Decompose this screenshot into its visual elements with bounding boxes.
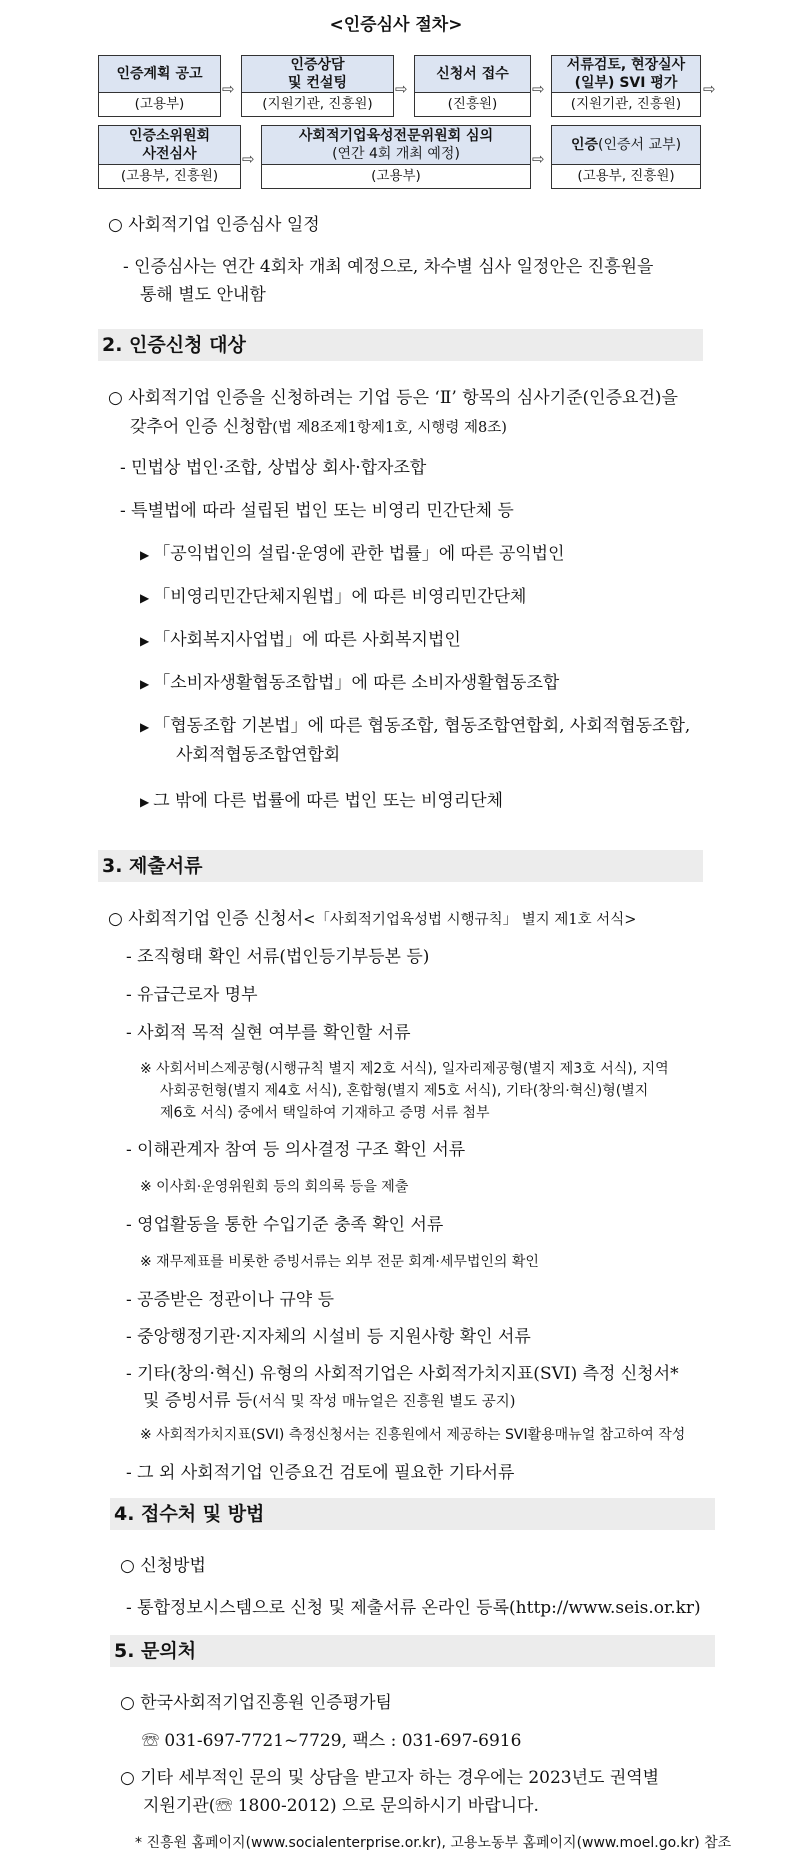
- step-head-note: (연간 4회 개최 예정): [332, 146, 460, 162]
- sec5-bullet-2-cont: 지원기관(☏ 1800-2012) 으로 문의하시기 바랍니다.: [143, 1796, 539, 1816]
- sec3-dash-2: - 유급근로자 명부: [126, 985, 258, 1005]
- sec2-item-5-cont: 사회적협동조합연합회: [176, 745, 341, 765]
- sec3-dash-8: - 기타(창의·혁신) 유형의 사회적기업은 사회적가치지표(SVI) 측정 신청서*: [126, 1364, 679, 1384]
- sec2-dash-1: - 민법상 법인·조합, 상법상 회사·합자조합: [120, 458, 427, 478]
- process-step-subcommittee: [98, 125, 241, 189]
- sec2-item-text: 「사회복지사업법」에 따른 사회복지법인: [153, 630, 461, 650]
- sec2-item-text: 「소비자생활협동조합법」에 따른 소비자생활협동조합: [153, 673, 560, 693]
- step-sub: (고용부): [371, 168, 421, 184]
- sec2-intro-law: (법 제8조제1항제1호, 시행령 제8조): [272, 420, 507, 436]
- arrow-icon: ⇨: [395, 80, 408, 98]
- arrow-icon: ⇨: [703, 80, 716, 98]
- step-head: 사회적기업육성전문위원회 심의: [298, 128, 494, 144]
- triangle-icon: ▶: [140, 720, 150, 734]
- sec2-item-1: [140, 541, 565, 568]
- sec2-item-text: 「비영리민간단체지원법」에 따른 비영리민간단체: [153, 587, 527, 607]
- sec2-item-4: [140, 670, 559, 697]
- arrow-icon: ⇨: [222, 80, 235, 98]
- triangle-icon: ▶: [140, 548, 150, 562]
- sec2-item-2: [140, 584, 526, 611]
- sec3-intro-text: ○ 사회적기업 인증 신청서: [108, 909, 304, 929]
- sec5-bullet-2: ○ 기타 세부적인 문의 및 상담을 받고자 하는 경우에는 2023년도 권역별: [120, 1768, 660, 1788]
- sec3-dash-7: - 중앙행정기관·지자체의 시설비 등 지원사항 확인 서류: [126, 1327, 531, 1347]
- step-head: 서류검토, 현장실사 (일부) SVI 평가: [552, 56, 700, 93]
- sec3-dash-8-note: (서식 및 작성 매뉴얼은 진흥원 별도 공지): [252, 1394, 516, 1410]
- sec3-intro: [108, 906, 636, 933]
- sec3-dash-5: - 영업활동을 통한 수입기준 충족 확인 서류: [126, 1215, 444, 1235]
- process-step-review: [551, 55, 701, 117]
- step-sub: (지원기관, 진흥원): [570, 96, 682, 112]
- step-head: 인증계획 공고: [99, 56, 220, 93]
- step-sub: (고용부, 진흥원): [577, 168, 675, 184]
- arrow-icon: ⇨: [242, 150, 255, 168]
- section-2-heading: 2. 인증신청 대상: [98, 329, 703, 361]
- sec5-phone: ☏ 031-697-7721~7729, 팩스 : 031-697-6916: [142, 1731, 522, 1751]
- step-head: 인증소위원회 사전심사: [99, 126, 240, 165]
- sec2-intro-cont: [130, 414, 507, 441]
- step-sub: (진흥원): [447, 96, 498, 112]
- triangle-icon: ▶: [140, 677, 150, 691]
- sec2-item-text: 그 밖에 다른 법률에 따른 법인 또는 비영리단체: [153, 791, 504, 811]
- process-step-certification: [551, 125, 701, 189]
- sec3-note-3-line2: 사회공헌형(별지 제4호 서식), 혼합형(별지 제5호 서식), 기타(창의·혁신)형(별지: [160, 1083, 649, 1099]
- sec2-intro-text: 갖추어 인증 신청함: [130, 417, 273, 437]
- process-title: <인증심사 절차>: [329, 15, 463, 35]
- section-5-heading: 5. 문의처: [110, 1635, 715, 1667]
- sec2-dash-2: - 특별법에 따라 설립된 법인 또는 비영리 민간단체 등: [120, 501, 514, 521]
- schedule-bullet: ○ 사회적기업 인증심사 일정: [108, 215, 320, 235]
- section-3-heading: 3. 제출서류: [98, 850, 703, 882]
- sec3-note-8: ※ 사회적가치지표(SVI) 측정신청서는 진흥원에서 제공하는 SVI활용매뉴얼 참고하여 작성: [140, 1427, 686, 1443]
- process-step-application: [414, 55, 531, 117]
- step-head-note: (인증서 교부): [598, 137, 682, 153]
- step-sub: (고용부): [134, 96, 185, 112]
- sec2-item-text: 「협동조합 기본법」에 따른 협동조합, 협동조합연합회, 사회적협동조합,: [153, 716, 691, 736]
- schedule-line: - 인증심사는 연간 4회차 개최 예정으로, 차수별 심사 일정안은 진흥원을: [123, 257, 654, 277]
- sec2-intro: ○ 사회적기업 인증을 신청하려는 기업 등은 ‘Ⅱ’ 항목의 심사기준(인증요건)을: [108, 388, 678, 408]
- process-step-announce: [98, 55, 221, 117]
- sec3-note-5: ※ 재무제표를 비롯한 증빙서류는 외부 전문 회계·세무법인의 확인: [140, 1254, 539, 1270]
- schedule-line-cont: 통해 별도 안내함: [140, 285, 266, 305]
- process-step-committee: [261, 125, 531, 189]
- sec3-dash-8-cont: [143, 1388, 515, 1415]
- sec3-note-3-line1: ※ 사회서비스제공형(시행규칙 별지 제2호 서식), 일자리제공형(별지 제3호 서식), 지역: [140, 1061, 669, 1077]
- sec3-note-4: ※ 이사회·운영위원회 등의 회의록 등을 제출: [140, 1179, 409, 1195]
- sec2-item-3: [140, 627, 461, 654]
- triangle-icon: ▶: [140, 591, 150, 605]
- step-head: 신청서 접수: [415, 56, 530, 93]
- sec2-item-5: [140, 713, 690, 740]
- triangle-icon: ▶: [140, 634, 150, 648]
- sec2-item-text: 「공익법인의 설립·운영에 관한 법률」에 따른 공익법인: [153, 544, 565, 564]
- step-head: 인증: [570, 137, 599, 153]
- step-head: 인증상담 및 컨설팅: [242, 56, 393, 93]
- process-step-consulting: [241, 55, 394, 117]
- sec4-bullet: ○ 신청방법: [120, 1556, 206, 1576]
- section-4-heading: 4. 접수처 및 방법: [110, 1498, 715, 1530]
- sec3-intro-form: <「사회적기업육성법 시행규칙」 별지 제1호 서식>: [303, 912, 637, 928]
- step-sub: (지원기관, 진흥원): [262, 96, 373, 112]
- sec3-note-3-line3: 제6호 서식) 중에서 택일하여 기재하고 증명 서류 첨부: [160, 1105, 490, 1121]
- sec3-dash-9: - 그 외 사회적기업 인증요건 검토에 필요한 기타서류: [126, 1463, 515, 1483]
- sec3-dash-6: - 공증받은 정관이나 규약 등: [126, 1290, 335, 1310]
- sec2-item-6: [140, 788, 503, 815]
- sec4-dash-1: - 통합정보시스템으로 신청 및 제출서류 온라인 등록(http://www.seis.or.kr): [126, 1598, 701, 1618]
- sec5-footnote: * 진흥원 홈페이지(www.socialenterprise.or.kr), 고용노동부 홈페이지(www.moel.go.kr) 참조: [135, 1835, 732, 1851]
- sec3-dash-4: - 이해관계자 참여 등 의사결정 구조 확인 서류: [126, 1140, 466, 1160]
- sec3-dash-8-text: 및 증빙서류 등: [143, 1391, 253, 1411]
- step-sub: (고용부, 진흥원): [120, 168, 219, 184]
- arrow-icon: ⇨: [532, 150, 545, 168]
- sec5-bullet-1: ○ 한국사회적기업진흥원 인증평가팀: [120, 1693, 392, 1713]
- sec3-dash-3: - 사회적 목적 실현 여부를 확인할 서류: [126, 1023, 411, 1043]
- triangle-icon: ▶: [140, 795, 150, 809]
- sec3-dash-1: - 조직형태 확인 서류(법인등기부등본 등): [126, 947, 430, 967]
- arrow-icon: ⇨: [532, 80, 545, 98]
